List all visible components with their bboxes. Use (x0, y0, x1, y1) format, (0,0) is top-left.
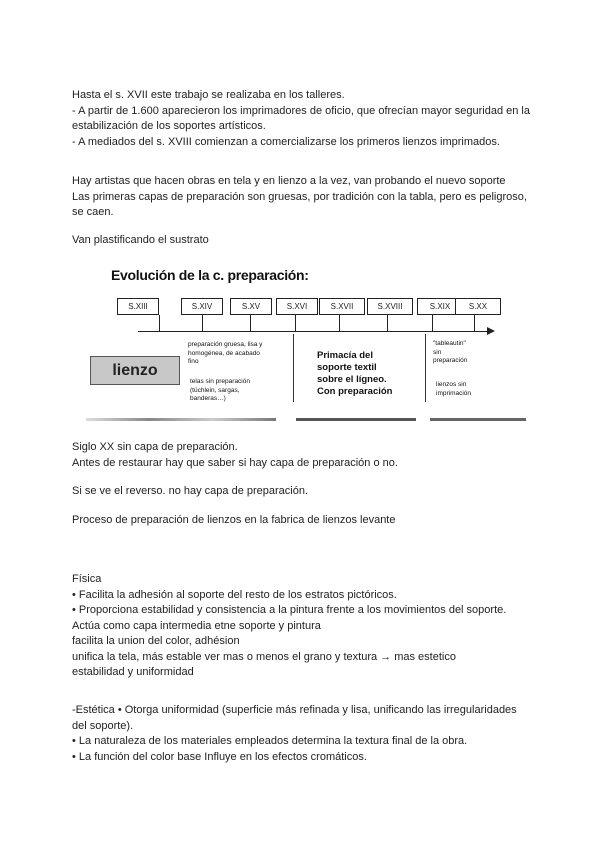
plastificando-text: Van plastificando el sustrato (72, 234, 209, 246)
fisica-line: unifica la tela, más estable ver mas o menos el grano y textura → mas estetico (72, 650, 456, 663)
evolution-figure (84, 264, 530, 424)
fisica-line: • Proporciona estabilidad y consistencia a la pintura frente a los movimientos del soporte. (72, 604, 507, 616)
estetica-section (72, 703, 532, 765)
siglo-line: Siglo XX sin capa de preparación. (72, 441, 238, 453)
lienzo-label-box: lienzo (90, 356, 180, 385)
estetica-line: -Estética • Otorga uniformidad (superficie más refinada y lisa, unificando las irregularidades del soporte). (72, 704, 517, 732)
century-label: S.XX (455, 298, 501, 315)
col3-text: "tableautin" sin preparación (433, 340, 468, 364)
intro-line: Hasta el s. XVII este trabajo se realizaba en los talleres. (72, 89, 345, 101)
axis-tick (250, 315, 251, 331)
col1b-text: telas sin preparación (tüchlein, sargas, banderas…) (190, 378, 250, 402)
artists-line: Las primeras capas de preparación son gruesas, por tradición con la tabla, pero es peligroso, se caen. (72, 190, 527, 218)
fisica-line: estabilidad y uniformidad (72, 666, 194, 678)
col2-text: Primacía del soporte textil sobre el lígneo. Con preparación (317, 350, 393, 397)
century-label: S.XVII (319, 298, 365, 315)
column-divider (425, 334, 426, 402)
axis-tick (202, 315, 203, 331)
siglo-line: Antes de restaurar hay que saber si hay capa de preparación o no. (72, 456, 398, 469)
decorative-strip (430, 418, 526, 421)
intro-line: - A partir de 1.600 aparecieron los imprimadores de oficio, que ofrecían mayor seguridad en la estabilización de los soportes artísticos. (72, 104, 530, 132)
axis-tick (432, 315, 433, 331)
col3b-text: lienzos sin imprimación (436, 381, 472, 397)
axis-tick (474, 315, 475, 331)
decorative-strip (86, 418, 276, 421)
column-divider (293, 334, 294, 402)
century-label: S.XVI (276, 298, 318, 315)
axis-tick (295, 315, 296, 331)
reverso-text: Si se ve el reverso. no hay capa de preparación. (72, 485, 309, 497)
fisica-line: facilita la union del color, adhésion (72, 635, 240, 647)
proceso-text: Proceso de preparación de lienzos en la fabrica de lienzos levante (72, 514, 396, 526)
timeline-axis (138, 331, 488, 332)
fisica-line: • Facilita la adhesión al soporte del resto de los estratos pictóricos. (72, 588, 397, 601)
artists-paragraph (72, 174, 532, 221)
fisica-line: Actúa como capa intermedia etne soporte y pintura (72, 619, 321, 632)
estetica-line: • La naturaleza de los materiales empleados determina la textura final de la obra. (72, 735, 468, 747)
fisica-section (72, 572, 542, 681)
century-label: S.XVIII (367, 298, 413, 315)
century-label: S.XV (230, 298, 272, 315)
axis-tick (339, 315, 340, 331)
artists-line: Hay artistas que hacen obras en tela y en lienzo a la vez, van probando el nuevo soporte (72, 175, 506, 187)
axis-tick (159, 315, 160, 331)
fisica-heading: Física (72, 573, 102, 585)
estetica-line: • La función del color base Influye en los efectos cromáticos. (72, 750, 367, 763)
decorative-strip (296, 418, 416, 421)
axis-tick (387, 315, 388, 331)
century-label: S.XIII (117, 298, 159, 315)
siglo-paragraph (72, 440, 532, 471)
intro-line: - A mediados del s. XVIII comienzan a comercializarse los primeros lienzos imprimados. (72, 135, 500, 148)
timeline-arrow-icon (487, 327, 495, 335)
col1-text: preparación gruesa, lisa y homogénea, de acabado fino (188, 341, 263, 365)
century-label: S.XIV (181, 298, 223, 315)
century-label: S.XIX (417, 298, 463, 315)
intro-paragraph (72, 88, 532, 150)
figure-title: Evolución de la c. preparación: (111, 267, 309, 283)
